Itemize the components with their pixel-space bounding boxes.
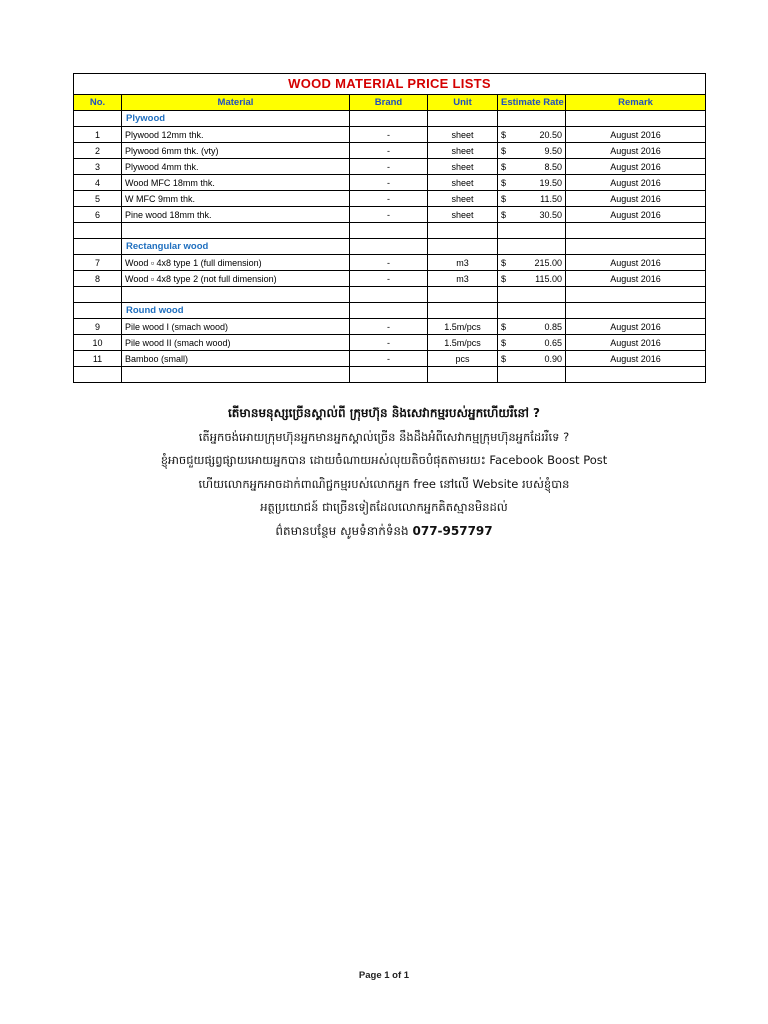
item-rate-cell [498, 207, 566, 223]
table-row [74, 127, 706, 143]
empty-cell [350, 223, 428, 239]
item-rate-cell [498, 319, 566, 335]
item-brand: - [350, 255, 428, 271]
item-remark: August 2016 [566, 143, 706, 159]
empty-cell [74, 367, 122, 383]
empty-cell [428, 367, 498, 383]
header-row [74, 95, 706, 111]
empty-cell [566, 367, 706, 383]
category-label: Plywood [122, 111, 350, 127]
currency-symbol: $ [501, 193, 507, 204]
empty-cell [498, 223, 566, 239]
table-row [74, 255, 706, 271]
item-brand: - [350, 207, 428, 223]
item-unit: 1.5m/pcs [428, 335, 498, 351]
contact-label: ព៌តមានបន្ថែម សូមទំនាក់ទំនង [275, 523, 409, 538]
promo-line-4: ហើយលោកអ្នកអាចដាក់ពាណិជ្ជកម្មរបស់លោកអ្នក free នៅលើ Website របស់ខ្ញុំបាន [198, 476, 570, 491]
item-brand: - [350, 319, 428, 335]
currency-symbol: $ [501, 129, 507, 140]
empty-cell [498, 367, 566, 383]
empty-cell [428, 303, 498, 319]
item-no: 7 [74, 255, 122, 271]
item-rate-cell [498, 255, 566, 271]
category-label: Rectangular wood [122, 239, 350, 255]
empty-cell [498, 111, 566, 127]
item-material: Wood MFC 18mm thk. [122, 175, 350, 191]
item-material: Pile wood II (smach wood) [122, 335, 350, 351]
empty-cell [350, 239, 428, 255]
promo-text [0, 402, 768, 543]
empty-cell [428, 287, 498, 303]
currency-symbol: $ [501, 161, 507, 172]
promo-line-6 [0, 520, 768, 544]
item-unit: sheet [428, 143, 498, 159]
item-material: Wood ▫ 4x8 type 1 (full dimension) [122, 255, 350, 271]
item-rate: 0.85 [544, 321, 562, 332]
empty-cell [428, 239, 498, 255]
empty-cell [566, 111, 706, 127]
item-brand: - [350, 175, 428, 191]
currency-symbol: $ [501, 273, 507, 284]
currency-symbol: $ [501, 257, 507, 268]
promo-line-1: តើមានមនុស្សច្រើនស្គាល់ពី ក្រុមហ៊ុន និងសេវាកម្មរបស់អ្នកហើយរឺនៅ ? [227, 406, 541, 420]
item-no: 3 [74, 159, 122, 175]
item-no: 6 [74, 207, 122, 223]
item-remark: August 2016 [566, 127, 706, 143]
item-rate: 0.65 [544, 337, 562, 348]
item-rate-cell [498, 159, 566, 175]
item-no: 8 [74, 271, 122, 287]
title-row [74, 74, 706, 95]
empty-cell [428, 223, 498, 239]
empty-cell [350, 111, 428, 127]
item-brand: - [350, 143, 428, 159]
blank-row [74, 287, 706, 303]
empty-cell [350, 367, 428, 383]
currency-symbol: $ [501, 177, 507, 188]
table-title: WOOD MATERIAL PRICE LISTS [74, 74, 706, 95]
empty-cell [122, 367, 350, 383]
item-material: Plywood 12mm thk. [122, 127, 350, 143]
header-unit: Unit [428, 95, 498, 111]
item-brand: - [350, 271, 428, 287]
item-no: 1 [74, 127, 122, 143]
item-rate-cell [498, 335, 566, 351]
item-rate-cell [498, 127, 566, 143]
item-material: Plywood 4mm thk. [122, 159, 350, 175]
item-material: Bamboo (small) [122, 351, 350, 367]
promo-line-2: តើអ្នកចង់អោយក្រុមហ៊ុនអ្នកមានអ្នកស្គាល់ច្រើន នឹងដឹងអំពីសេវាកម្មក្រុមហ៊ុនអ្នកដែររឺទេ ? [198, 429, 570, 444]
empty-cell [498, 287, 566, 303]
empty-cell [122, 287, 350, 303]
item-material: Pile wood I (smach wood) [122, 319, 350, 335]
blank-row [74, 367, 706, 383]
page-footer: Page 1 of 1 [358, 970, 410, 981]
table-row [74, 207, 706, 223]
item-remark: August 2016 [566, 351, 706, 367]
empty-cell [74, 287, 122, 303]
item-remark: August 2016 [566, 319, 706, 335]
item-material: W MFC 9mm thk. [122, 191, 350, 207]
item-rate: 215.00 [534, 257, 562, 268]
promo-line-5: អត្ថប្រយោជន៍ ជាច្រើនទៀតដែលលោកអ្នកគិតស្មានមិនដល់ [260, 500, 508, 514]
item-rate: 9.50 [544, 145, 562, 156]
item-unit: sheet [428, 207, 498, 223]
empty-cell [428, 111, 498, 127]
item-rate-cell [498, 351, 566, 367]
contact-phone: 077-957797 [412, 523, 493, 538]
item-brand: - [350, 127, 428, 143]
table-row [74, 143, 706, 159]
currency-symbol: $ [501, 209, 507, 220]
item-brand: - [350, 351, 428, 367]
item-rate-cell [498, 191, 566, 207]
item-material: Wood ▫ 4x8 type 2 (not full dimension) [122, 271, 350, 287]
item-unit: 1.5m/pcs [428, 319, 498, 335]
empty-cell [566, 239, 706, 255]
item-remark: August 2016 [566, 255, 706, 271]
item-unit: sheet [428, 175, 498, 191]
header-brand: Brand [350, 95, 428, 111]
item-rate: 115.00 [535, 273, 562, 284]
item-rate: 20.50 [539, 129, 562, 140]
header-estimate-rate: Estimate Rate [498, 95, 566, 111]
item-rate: 19.50 [539, 177, 562, 188]
item-unit: m3 [428, 255, 498, 271]
empty-cell [498, 303, 566, 319]
item-remark: August 2016 [566, 335, 706, 351]
table-row [74, 351, 706, 367]
category-row [74, 111, 706, 127]
item-unit: sheet [428, 191, 498, 207]
empty-cell [122, 223, 350, 239]
item-no: 9 [74, 319, 122, 335]
header-material: Material [122, 95, 350, 111]
item-no: 4 [74, 175, 122, 191]
item-unit: sheet [428, 159, 498, 175]
currency-symbol: $ [501, 337, 507, 348]
item-no: 10 [74, 335, 122, 351]
price-list-table [73, 73, 706, 383]
empty-cell [566, 287, 706, 303]
empty-cell [566, 223, 706, 239]
item-remark: August 2016 [566, 191, 706, 207]
table-row [74, 159, 706, 175]
item-brand: - [350, 191, 428, 207]
item-no: 2 [74, 143, 122, 159]
item-rate: 30.50 [539, 209, 562, 220]
table-row [74, 191, 706, 207]
empty-cell [74, 239, 122, 255]
empty-cell [566, 303, 706, 319]
category-label: Round wood [122, 303, 350, 319]
blank-row [74, 223, 706, 239]
table-row [74, 335, 706, 351]
table-row [74, 175, 706, 191]
table-row [74, 319, 706, 335]
item-rate-cell [498, 175, 566, 191]
empty-cell [350, 287, 428, 303]
item-brand: - [350, 335, 428, 351]
item-remark: August 2016 [566, 207, 706, 223]
currency-symbol: $ [501, 145, 507, 156]
item-rate-cell [498, 143, 566, 159]
item-rate-cell [498, 271, 566, 287]
item-rate: 8.50 [544, 161, 562, 172]
currency-symbol: $ [501, 321, 507, 332]
item-rate: 0.90 [544, 353, 562, 364]
item-unit: m3 [428, 271, 498, 287]
item-unit: pcs [428, 351, 498, 367]
empty-cell [74, 303, 122, 319]
item-remark: August 2016 [566, 159, 706, 175]
empty-cell [498, 239, 566, 255]
item-no: 11 [74, 351, 122, 367]
item-brand: - [350, 159, 428, 175]
table-row [74, 271, 706, 287]
empty-cell [350, 303, 428, 319]
currency-symbol: $ [501, 353, 507, 364]
item-material: Plywood 6mm thk. (vty) [122, 143, 350, 159]
item-unit: sheet [428, 127, 498, 143]
item-material: Pine wood 18mm thk. [122, 207, 350, 223]
item-no: 5 [74, 191, 122, 207]
item-rate: 11.50 [540, 193, 562, 204]
header-no: No. [74, 95, 122, 111]
item-remark: August 2016 [566, 175, 706, 191]
category-row [74, 303, 706, 319]
empty-cell [74, 111, 122, 127]
category-row [74, 239, 706, 255]
header-remark: Remark [566, 95, 706, 111]
promo-line-3: ខ្ញុំអាចជួយផ្សព្វផ្សាយអោយអ្នកបាន ដោយចំណាយអស់លុយតិចបំផុតតាមរយះ Facebook Boost Post [160, 453, 608, 467]
empty-cell [74, 223, 122, 239]
item-remark: August 2016 [566, 271, 706, 287]
